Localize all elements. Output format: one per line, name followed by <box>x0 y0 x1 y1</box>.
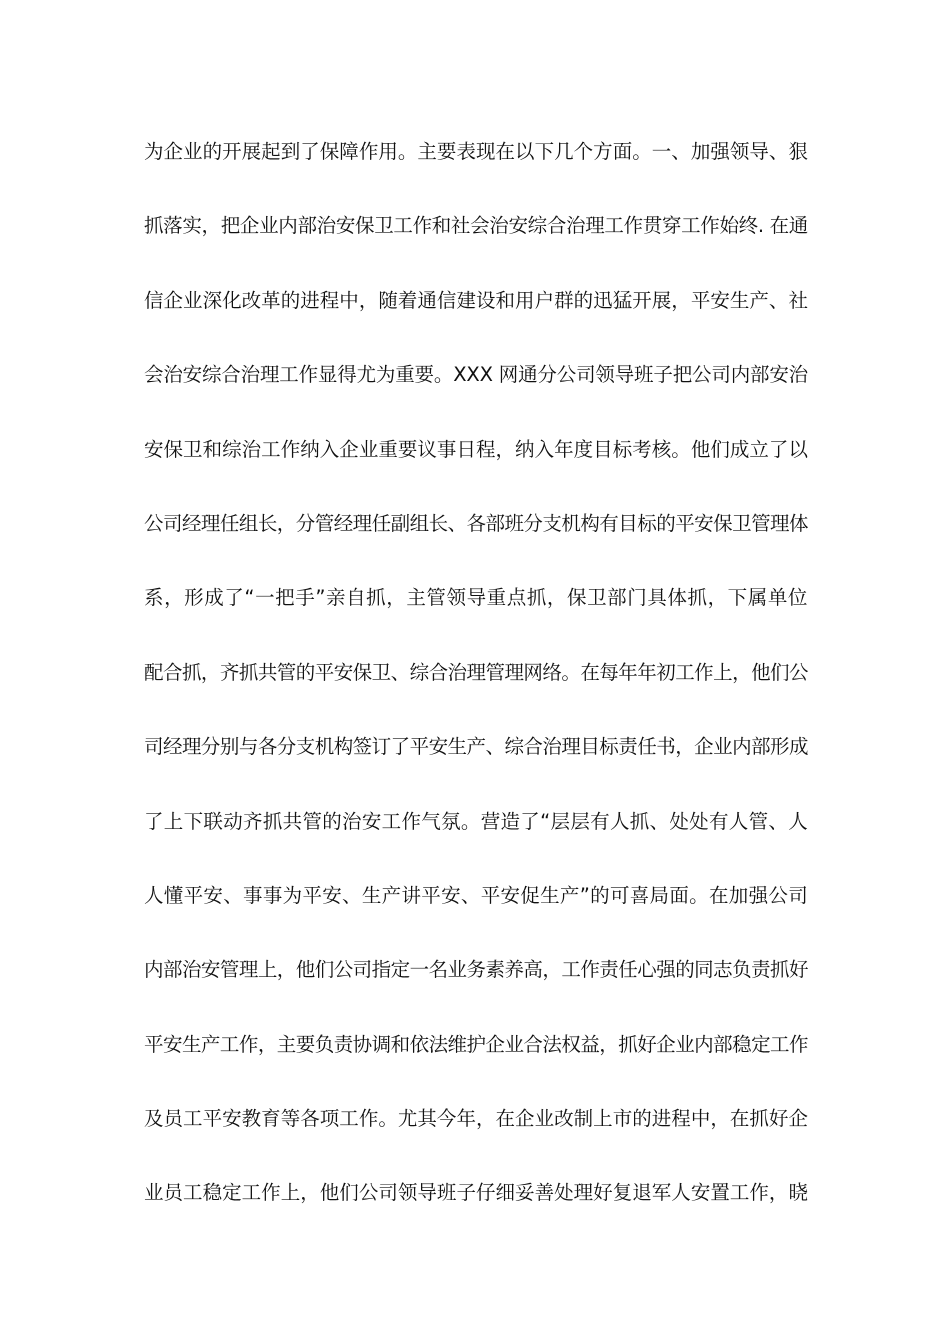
text-line: 为企业的开展起到了保障作用。主要表现在以下几个方面。一、加强领导、狠 <box>144 140 808 163</box>
text-line: 公司经理任组长，分管经理任副组长、各部班分支机构有目标的平安保卫管理体 <box>144 511 808 535</box>
text-line: 系，形成了“一把手”亲自抓，主管领导重点抓，保卫部门具体抓，下属单位 <box>144 586 808 610</box>
text-line: 配合抓，齐抓共管的平安保卫、综合治理管理网络。在每年年初工作上，他们公 <box>144 660 808 684</box>
text-line: 司经理分别与各分支机构签订了平安生产、综合治理目标责任书，企业内部形成 <box>144 735 808 759</box>
text-line: 平安生产工作，主要负责协调和依法维护企业合法权益，抓好企业内部稳定工作 <box>144 1032 808 1056</box>
text-line: 业员工稳定工作上，他们公司领导班子仔细妥善处理好复退军人安置工作，晓 <box>144 1181 808 1205</box>
text-line: 抓落实，把企业内部治安保卫工作和社会治安综合治理工作贯穿工作始终. 在通 <box>144 214 808 238</box>
text-line: 及员工平安教育等各项工作。尤其今年，在企业改制上市的进程中，在抓好企 <box>144 1107 808 1131</box>
body-paragraph <box>144 132 808 1248</box>
text-line: 内部治安管理上，他们公司指定一名业务素养高，工作责任心强的同志负责抓好 <box>144 958 808 982</box>
text-line: 安保卫和综治工作纳入企业重要议事日程，纳入年度目标考核。他们成立了以 <box>144 437 808 461</box>
text-line: 人懂平安、事事为平安、生产讲平安、平安促生产”的可喜局面。在加强公司 <box>144 883 808 907</box>
text-line: 了上下联动齐抓共管的治安工作气氛。营造了“层层有人抓、处处有人管、人 <box>144 809 808 833</box>
text-line: 信企业深化改革的进程中，随着通信建设和用户群的迅猛开展，平安生产、社 <box>144 288 808 312</box>
text-line: 会治安综合治理工作显得尤为重要。XXX 网通分公司领导班子把公司内部安治 <box>144 363 808 387</box>
